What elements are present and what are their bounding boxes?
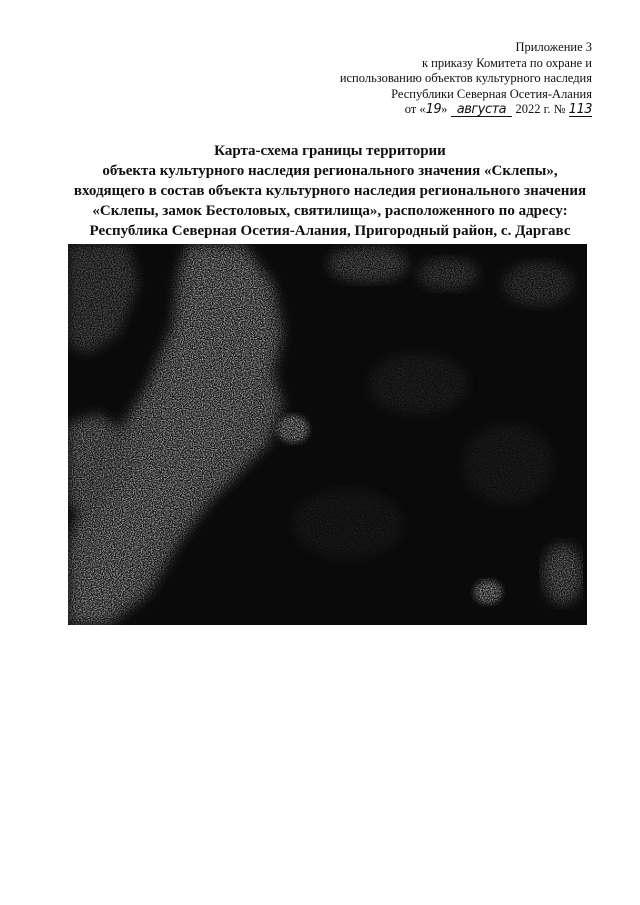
title-line-4: «Склепы, замок Бестоловых, святилища», расположенного по адресу:	[92, 203, 568, 219]
date-day-handwritten: 19	[425, 102, 442, 117]
appendix-number: Приложение 3	[515, 40, 592, 54]
date-year: 2022 г. №	[515, 102, 566, 116]
doc-number-field	[569, 103, 592, 117]
appendix-header	[292, 40, 592, 118]
date-prefix: от «	[404, 102, 426, 116]
title-line-3: входящего в состав объекта культурного наследия регионального значения	[73, 183, 587, 199]
appendix-committee: использованию объектов культурного наследия	[339, 71, 592, 85]
title-line-1: Карта-схема границы территории	[214, 143, 446, 159]
appendix-date-line	[292, 102, 592, 118]
date-mid: »	[441, 102, 448, 116]
appendix-republic: Республики Северная Осетия-Алания	[391, 86, 592, 101]
title-line-2: объекта культурного наследия регионального значения «Склепы»,	[102, 163, 558, 179]
date-month-handwritten: августа	[456, 102, 507, 117]
document-title	[40, 141, 620, 241]
date-month-field	[451, 103, 513, 117]
map-image-icon	[68, 244, 587, 625]
title-line-5: Республика Северная Осетия-Алания, Пригородный район, с. Даргавс	[89, 223, 571, 239]
satellite-map-image	[68, 244, 587, 625]
doc-number-handwritten: 113	[568, 102, 592, 117]
appendix-order-ref: к приказу Комитета по охране и	[421, 55, 592, 70]
